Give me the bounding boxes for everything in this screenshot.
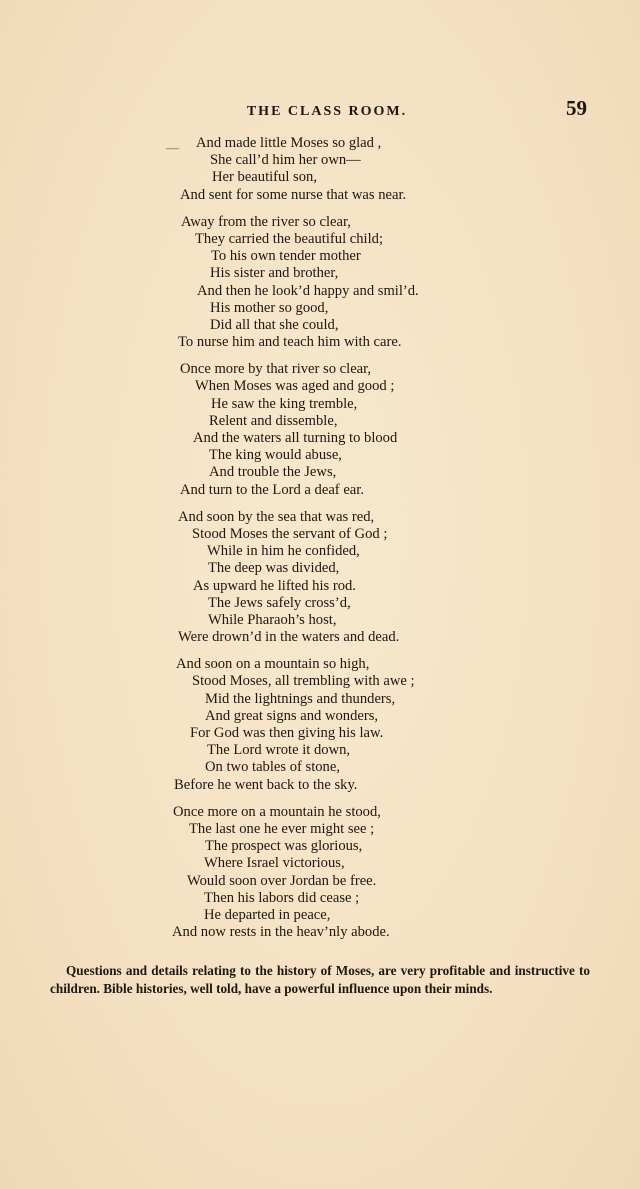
poem-line: As upward he lifted his rod. bbox=[193, 577, 356, 594]
poem-line: Then his labors did cease ; bbox=[204, 889, 360, 906]
stanza-3 bbox=[0, 361, 640, 499]
poem-line: Where Israel victorious, bbox=[204, 855, 345, 872]
stanza-5 bbox=[0, 656, 640, 794]
poem-line: He saw the king tremble, bbox=[211, 395, 358, 412]
poem-line: And soon on a mountain so high, bbox=[176, 656, 370, 673]
poem-line: She call’d him her own— bbox=[210, 152, 361, 169]
poem-line: The Jews safely cross’d, bbox=[208, 594, 351, 611]
poem-line: When Moses was aged and good ; bbox=[195, 378, 395, 395]
margin-dash: — bbox=[166, 140, 179, 155]
poem-line: Stood Moses, all trembling with awe ; bbox=[192, 673, 415, 690]
poem-line: And made little Moses so glad , bbox=[196, 135, 382, 151]
poem-line: And sent for some nurse that was near. bbox=[180, 186, 407, 203]
poem-line: The deep was divided, bbox=[208, 560, 340, 577]
poem-line: Did all that she could, bbox=[210, 316, 339, 333]
poem-line: The last one he ever might see ; bbox=[189, 820, 375, 837]
poem-line: To his own tender mother bbox=[211, 248, 361, 265]
stanza-1 bbox=[0, 135, 640, 204]
stanza-6 bbox=[0, 804, 640, 942]
poem-line: While in him he confided, bbox=[207, 543, 360, 560]
poem-line: They carried the beautiful child; bbox=[195, 230, 384, 247]
poem-line: The Lord wrote it down, bbox=[207, 742, 351, 759]
footnote-text: Questions and details relating to the history of Moses, are very profitable and instructive to children. Bible histories, well told, have a powerful influence upon their minds. bbox=[50, 963, 590, 996]
poem-line: Before he went back to the sky. bbox=[174, 776, 358, 793]
poem-line: While Pharaoh’s host, bbox=[208, 611, 337, 628]
poem-line: The prospect was glorious, bbox=[205, 838, 363, 855]
poem-line: And now rests in the heav’nly abode. bbox=[172, 924, 390, 941]
poem-line: Mid the lightnings and thunders, bbox=[205, 690, 396, 707]
poem-line: Away from the river so clear, bbox=[181, 213, 351, 230]
running-title: THE CLASS ROOM. bbox=[246, 104, 408, 119]
poem-line: His sister and brother, bbox=[210, 265, 339, 282]
poem-line: And turn to the Lord a deaf ear. bbox=[180, 481, 364, 498]
poem-line: Once more on a mountain he stood, bbox=[173, 803, 381, 820]
poem-line: Stood Moses the servant of God ; bbox=[192, 525, 388, 542]
poem-line: Would soon over Jordan be free. bbox=[187, 872, 377, 889]
poem-line: Her beautiful son, bbox=[212, 169, 317, 186]
poem-line: He departed in peace, bbox=[204, 906, 331, 923]
footnote bbox=[50, 962, 590, 997]
poem-line: Once more by that river so clear, bbox=[180, 361, 372, 378]
poem-line: And soon by the sea that was red, bbox=[178, 508, 375, 525]
poem-line: The king would abuse, bbox=[209, 447, 342, 464]
poem-line: And trouble the Jews, bbox=[209, 464, 337, 481]
poem-line: On two tables of stone, bbox=[205, 759, 340, 776]
poem-line: Relent and dissemble, bbox=[209, 412, 338, 429]
stanza-2 bbox=[0, 214, 640, 352]
poem-line: His mother so good, bbox=[210, 299, 329, 316]
poem-line: And the waters all turning to blood bbox=[193, 430, 398, 446]
poem-line: And great signs and wonders, bbox=[205, 707, 379, 724]
stanza-4 bbox=[0, 509, 640, 647]
page-number: 59 bbox=[566, 96, 587, 120]
poem bbox=[0, 135, 640, 951]
poem-line: Were drown’d in the waters and dead. bbox=[178, 629, 400, 646]
poem-line: For God was then giving his law. bbox=[190, 725, 384, 741]
poem-line: To nurse him and teach him with care. bbox=[178, 334, 402, 351]
poem-line: And then he look’d happy and smil’d. bbox=[197, 282, 419, 299]
